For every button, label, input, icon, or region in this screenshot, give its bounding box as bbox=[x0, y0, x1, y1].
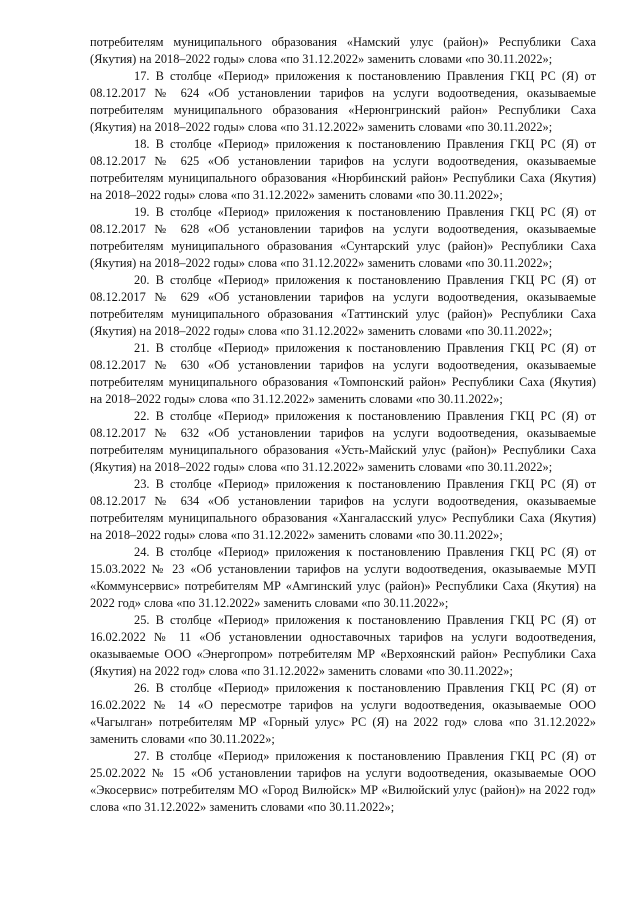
paragraph-item-24: 24. В столбце «Период» приложения к постановлению Правления ГКЦ РС (Я) от 15.03.2022 № 23 «Об установлении тарифов на услуги водоотведения, оказываемые МУП «Коммунсервис» потребителям МР «Амгинский улус (район)» Республики Саха (Якутия) на 2022 год» слова «по 31.12.2022» заменить словами «по 30.11.2022»; bbox=[90, 545, 596, 610]
paragraph-item-23: 23. В столбце «Период» приложения к постановлению Правления ГКЦ РС (Я) от 08.12.2017 № 634 «Об установлении тарифов на услуги водоотведения, оказываемые потребителям муниципального образования «Хангаласский улус» Республики Саха (Якутия) на 2018–2022 годы» слова «по 31.12.2022» заменить словами «по 30.11.2022»; bbox=[90, 477, 596, 542]
paragraph-item-20: 20. В столбце «Период» приложения к постановлению Правления ГКЦ РС (Я) от 08.12.2017 № 629 «Об установлении тарифов на услуги водоотведения, оказываемые потребителям муниципального образования «Таттинский улус (район)» Республики Саха (Якутия) на 2018–2022 годы» слова «по 31.12.2022» заменить словами «по 30.11.2022»; bbox=[90, 273, 596, 338]
paragraph-item-17: 17. В столбце «Период» приложения к постановлению Правления ГКЦ РС (Я) от 08.12.2017 № 624 «Об установлении тарифов на услуги водоотведения, оказываемые потребителям муниципального образования «Нерюнгринский район» Республики Саха (Якутия) на 2018–2022 годы» слова «по 31.12.2022» заменить словами «по 30.11.2022»; bbox=[90, 69, 596, 134]
paragraph-item-27: 27. В столбце «Период» приложения к постановлению Правления ГКЦ РС (Я) от 25.02.2022 № 15 «Об установлении тарифов на услуги водоотведения, оказываемые ООО «Экосервис» потребителям МО «Город Вилюйск» МР «Вилюйский улус (район)» на 2022 год» слова «по 31.12.2022» заменить словами «по 30.11.2022»; bbox=[90, 749, 596, 814]
paragraph-item-25: 25. В столбце «Период» приложения к постановлению Правления ГКЦ РС (Я) от 16.02.2022 № 11 «Об установлении одноставочных тарифов на услуги водоотведения, оказываемые ООО «Энергопром» потребителям МР «Верхоянский район» Республики Саха (Якутия) на 2022 год» слова «по 31.12.2022» заменить словами «по 30.11.2022»; bbox=[90, 613, 596, 678]
paragraph-item-21: 21. В столбце «Период» приложения к постановлению Правления ГКЦ РС (Я) от 08.12.2017 № 630 «Об установлении тарифов на услуги водоотведения, оказываемые потребителям муниципального образования «Томпонский район» Республики Саха (Якутия) на 2018–2022 годы» слова «по 31.12.2022» заменить словами «по 30.11.2022»; bbox=[90, 341, 596, 406]
paragraph-item-18: 18. В столбце «Период» приложения к постановлению Правления ГКЦ РС (Я) от 08.12.2017 № 625 «Об установлении тарифов на услуги водоотведения, оказываемые потребителям муниципального образования «Нюрбинский район» Республики Саха (Якутия) на 2018–2022 годы» слова «по 31.12.2022» заменить словами «по 30.11.2022»; bbox=[90, 137, 596, 202]
document-page bbox=[90, 34, 596, 816]
paragraph-item-26: 26. В столбце «Период» приложения к постановлению Правления ГКЦ РС (Я) от 16.02.2022 № 14 «О пересмотре тарифов на услуги водоотведения, оказываемые ООО «Чагылган» потребителям МР «Горный улус» РС (Я) на 2022 год» слова «по 31.12.2022» заменить словами «по 30.11.2022»; bbox=[90, 681, 596, 746]
paragraph-item-22: 22. В столбце «Период» приложения к постановлению Правления ГКЦ РС (Я) от 08.12.2017 № 632 «Об установлении тарифов на услуги водоотведения, оказываемые потребителям муниципального образования «Усть-Майский улус (район)» Республики Саха (Якутия) на 2018–2022 годы» слова «по 31.12.2022» заменить словами «по 30.11.2022»; bbox=[90, 409, 596, 474]
paragraph-continuation: потребителям муниципального образования «Намский улус (район)» Республики Саха (Якутия) на 2018–2022 годы» слова «по 31.12.2022» заменить словами «по 30.11.2022»; bbox=[90, 35, 596, 66]
paragraph-item-19: 19. В столбце «Период» приложения к постановлению Правления ГКЦ РС (Я) от 08.12.2017 № 628 «Об установлении тарифов на услуги водоотведения, оказываемые потребителям муниципального образования «Сунтарский улус (район)» Республики Саха (Якутия) на 2018–2022 годы» слова «по 31.12.2022» заменить словами «по 30.11.2022»; bbox=[90, 205, 596, 270]
